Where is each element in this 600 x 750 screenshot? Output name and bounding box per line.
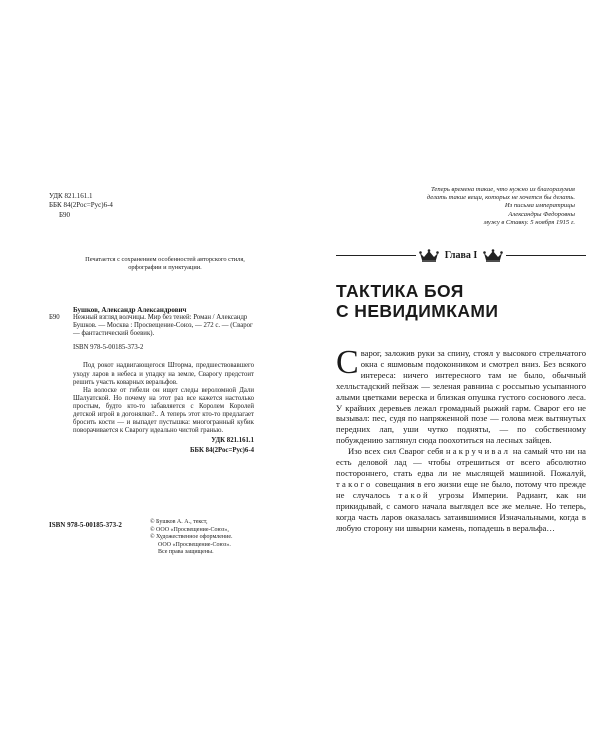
chapter-title-line: С НЕВИДИМКАМИ xyxy=(336,301,499,321)
card-code: Б90 xyxy=(49,314,60,322)
epigraph-source: Из письма императрицы xyxy=(504,202,575,210)
card-description: Нежный взгляд волчицы. Мир без теней: Роман / Александр Бушков. — Москва : Просвещение-Союз, — 272 с. — (Сварог — фантастический боевик). xyxy=(73,314,253,338)
right-page xyxy=(300,0,600,750)
epigraph-source: Александры Федоровны xyxy=(508,210,575,218)
paragraph-text: варог, заложив руки за спину, стоял у высокого стрельчатого окна с яшмовым подоконником и смотрел вниз. Без всякого интереса: ничего интересного там не было, обычный хелльстадский пейзаж — зеленая равнина с россыпью усыпанного алыми цветками вереска и близкая опушка густого соснового леса. У крайних деревьев лежал громадный рыжий гарм. Сварог его не вызывал: пес, судя по напряженной позе — голова меж вытянутых передних лап, уши чутко подняты, — по собственному побуждению заглянул сюда поохотиться на лесных зайцев. xyxy=(336,348,586,446)
annotation-paragraph: На волоске от гибели он ищет следы вероломной Дали Шалуатской. Но почему на этот раз все кажется настолько простым, будто кто-то забавляется с Королем Королей детской игрой в догонялки?.. А теперь этот кто-то предлагает бросить кости — и выпадет пустышка: многогранный кубик поворачивается к Сварогу идеально чистой гранью. xyxy=(73,386,254,435)
epigraph-line: Теперь времена такие, что нужно из благоразумия xyxy=(430,186,575,193)
paragraph-text: Изо всех сил Сварог себя xyxy=(348,446,444,457)
paragraph-text: совещания в его жизни еще не было, потому что прежде не случалось xyxy=(336,478,586,500)
spaced-word: такой xyxy=(398,489,430,500)
copyright-line: © Художественное оформление. xyxy=(150,534,233,541)
card-bbk: ББК 84(2Рос=Рус)6-4 xyxy=(189,447,254,455)
epigraph-source: мужу в Ставку. 5 ноября 1915 г. xyxy=(483,218,575,226)
chapter-label: Глава I xyxy=(444,249,478,261)
author-mark: Б90 xyxy=(59,210,71,219)
copyright-line: Все права защищены. xyxy=(158,549,214,556)
udk-code: УДК 821.161.1 xyxy=(49,192,93,200)
body-paragraph xyxy=(336,446,586,533)
copyright-line: © ООО «Просвещение-Союз», xyxy=(150,526,229,533)
card-isbn: ISBN 978-5-00185-373-2 xyxy=(73,344,144,352)
epigraph-line: делать такие вещи, которых не хочется бы делать. xyxy=(426,194,575,202)
copyright-line: ООО «Просвещение-Союз». xyxy=(158,541,231,548)
chapter-header xyxy=(336,246,586,264)
chapter-body xyxy=(336,344,586,533)
classification-block xyxy=(49,192,113,220)
card-udk: УДК 821.161.1 xyxy=(211,437,254,445)
preservation-note: Печатается с сохранением особенностей авторского стиля, орфографии и пунктуации. xyxy=(85,256,245,271)
card-author: Бушков, Александр Александрович xyxy=(73,306,187,314)
epigraph xyxy=(355,186,575,227)
copyright-block xyxy=(150,519,270,557)
spaced-word: накручивал xyxy=(445,446,511,457)
copyright-line: © Бушков А. А., текст, xyxy=(150,519,208,525)
chapter-rule-left xyxy=(336,255,416,256)
crown-icon xyxy=(419,249,439,262)
paragraph-text: на самый что ни на есть деловой лад — чтобы отрешиться от всего абсолютно постороннего, стать едва ли не мыслящей машиной. Пожалуй, xyxy=(336,446,586,478)
isbn-bottom: ISBN 978-5-00185-373-2 xyxy=(49,521,122,529)
annotation-paragraph: Под рокот надвигающегося Шторма, предшествовавшего уходу ларов в небеса и упадку на земле, Сварогу предстоит решить участь коварных веральфов. xyxy=(73,362,254,386)
card-annotation xyxy=(49,362,254,455)
card-description-row xyxy=(49,314,254,338)
paragraph-text: угрозы Империи. Радиант, как ни прикидывай, с самого начала выглядел все же мельче. Но теперь, когда часть ларов оказалась затаившимися Изначальными, когда в любую сторону ни швырни камень, попадешь в веральфа… xyxy=(336,489,586,533)
chapter-title-line: ТАКТИКА БОЯ xyxy=(336,281,464,301)
chapter-rule-right xyxy=(506,255,586,256)
body-paragraph xyxy=(336,344,586,446)
dropcap: С xyxy=(336,344,359,381)
bbk-code: ББК 84(2Рос=Рус)6-4 xyxy=(49,201,113,210)
spaced-word: такого xyxy=(336,478,373,489)
chapter-title xyxy=(336,281,498,321)
crown-icon xyxy=(483,249,503,262)
catalog-card xyxy=(49,306,254,456)
